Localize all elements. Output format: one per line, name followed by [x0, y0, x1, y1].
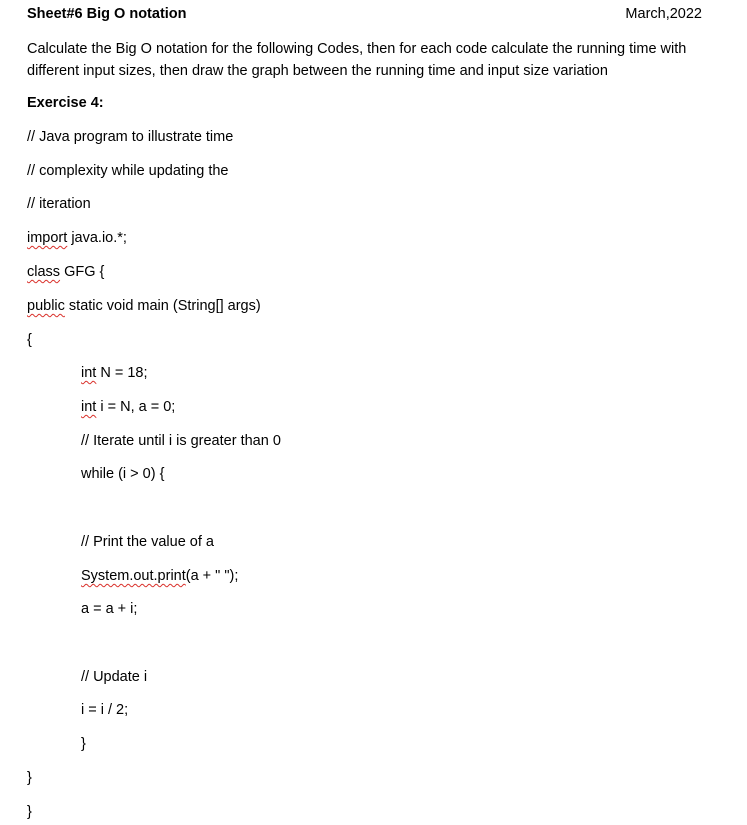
- main-rest: static void main (String[] args): [64, 298, 261, 314]
- code-comment-line: // Java program to illustrate time: [27, 129, 234, 145]
- sheet-date: March,2022: [625, 6, 702, 22]
- class-rest: GFG {: [60, 264, 105, 280]
- import-rest: java.io.*;: [67, 230, 127, 246]
- class-keyword: class: [27, 264, 61, 280]
- code-close-while: }: [81, 736, 86, 752]
- code-open-brace: {: [27, 332, 32, 348]
- code-iterate-comment: // Iterate until i is greater than 0: [81, 433, 281, 449]
- public-keyword: public: [27, 298, 65, 314]
- code-main-line: [27, 297, 261, 315]
- code-import-line: [27, 229, 127, 247]
- int-keyword: int: [81, 399, 97, 415]
- instructions-paragraph: Calculate the Big O notation for the following Codes, then for each code calculate the running time with different input sizes, then draw the graph between the running time and input size variation: [27, 41, 687, 79]
- code-print-comment: // Print the value of a: [81, 534, 214, 550]
- code-i-declaration: [81, 398, 175, 416]
- print-args: (a + " ");: [185, 568, 239, 584]
- code-assign-i: i = i / 2;: [81, 702, 129, 718]
- code-comment-line: // iteration: [27, 196, 91, 212]
- exercise-heading: Exercise 4:: [27, 95, 104, 111]
- i-decl-rest: i = N, a = 0;: [96, 399, 176, 415]
- sheet-title: Sheet#6 Big O notation: [27, 6, 187, 22]
- code-comment-line: // complexity while updating the: [27, 163, 229, 179]
- print-call: System.out.print: [81, 568, 186, 584]
- code-print-line: [81, 567, 238, 585]
- code-update-comment: // Update i: [81, 669, 148, 685]
- code-close-class: }: [27, 804, 32, 820]
- import-keyword: import: [27, 230, 68, 246]
- code-while-line: while (i > 0) {: [81, 466, 165, 482]
- code-class-line: [27, 263, 104, 281]
- code-n-declaration: [81, 364, 148, 382]
- code-close-main: }: [27, 770, 32, 786]
- int-keyword: int: [81, 365, 97, 381]
- n-decl-rest: N = 18;: [96, 365, 148, 381]
- code-assign-a: a = a + i;: [81, 601, 138, 617]
